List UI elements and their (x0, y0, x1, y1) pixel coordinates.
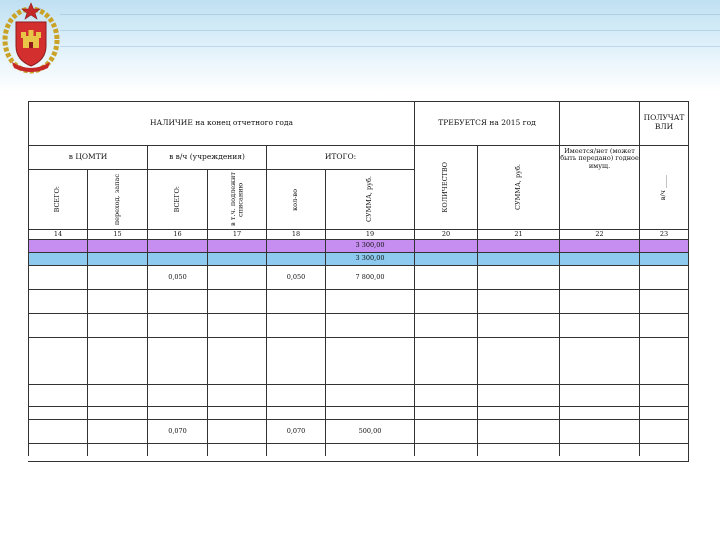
table-bottom-border (28, 461, 689, 462)
table-cell (639, 337, 688, 384)
table-cell (87, 443, 147, 456)
table-cell (414, 337, 477, 384)
column-number: 21 (477, 229, 559, 239)
table-cell (266, 384, 325, 406)
table-cell (28, 265, 87, 289)
table-cell (325, 384, 414, 406)
header-itogo: ИТОГО: (266, 145, 414, 169)
table-cell (87, 265, 147, 289)
table-cell: 500,00 (325, 419, 414, 443)
coat-of-arms-icon (2, 2, 60, 74)
table-cell: 0,070 (266, 419, 325, 443)
table-cell: 3 300,00 (325, 252, 414, 265)
table-cell (414, 239, 477, 252)
table-cell (207, 443, 266, 456)
header-v-vch: в в/ч (учреждения) (147, 145, 266, 169)
table-cell (559, 406, 639, 419)
table-cell (87, 406, 147, 419)
band-divider (60, 46, 720, 47)
table-cell (147, 406, 207, 419)
table-cell (87, 289, 147, 313)
table-cell (87, 337, 147, 384)
table-cell (639, 384, 688, 406)
table-cell (28, 313, 87, 337)
table-cell (147, 443, 207, 456)
table-cell (266, 406, 325, 419)
table-cell (477, 384, 559, 406)
table-cell (414, 419, 477, 443)
table-cell (147, 337, 207, 384)
table-cell (147, 313, 207, 337)
header-vsego-1: ВСЕГО: (28, 169, 87, 229)
table-cell (147, 239, 207, 252)
table-cell (477, 252, 559, 265)
table-cell (266, 252, 325, 265)
table-cell (207, 337, 266, 384)
table-cell (266, 239, 325, 252)
table-cell (87, 239, 147, 252)
table-cell (414, 443, 477, 456)
column-number: 19 (325, 229, 414, 239)
header-nalichie: НАЛИЧИЕ на конец отчетного года (28, 101, 414, 145)
table-cell (207, 313, 266, 337)
table-cell (28, 289, 87, 313)
table-cell (477, 406, 559, 419)
table-cell (266, 313, 325, 337)
table-cell (207, 289, 266, 313)
header-kolichestvo: КОЛИЧЕСТВО (414, 145, 477, 229)
table-cell (414, 265, 477, 289)
table-cell (559, 384, 639, 406)
table-cell (207, 239, 266, 252)
table-cell (87, 384, 147, 406)
table-cell (28, 239, 87, 252)
table-cell (325, 337, 414, 384)
table-cell (477, 239, 559, 252)
table-cell (639, 313, 688, 337)
header-trebuetsya: ТРЕБУЕТСЯ на 2015 год (414, 101, 559, 145)
table-cell (477, 313, 559, 337)
table-cell (207, 252, 266, 265)
column-number: 17 (207, 229, 266, 239)
table-cell (559, 443, 639, 456)
table-cell (477, 443, 559, 456)
column-number: 18 (266, 229, 325, 239)
column-number: 20 (414, 229, 477, 239)
table-cell: 3 300,00 (325, 239, 414, 252)
table-cell (639, 406, 688, 419)
table-cell (147, 384, 207, 406)
table-cell (325, 289, 414, 313)
table-cell (477, 289, 559, 313)
header-perekhod-zapas: переход. запас (87, 169, 147, 229)
table-cell (207, 384, 266, 406)
table-cell (559, 419, 639, 443)
header-vsego-2: ВСЕГО: (147, 169, 207, 229)
table-cell (477, 337, 559, 384)
table-cell (639, 289, 688, 313)
table-cell (414, 406, 477, 419)
table-cell (28, 443, 87, 456)
table-cell (28, 252, 87, 265)
table-cell (639, 252, 688, 265)
table-cell (414, 289, 477, 313)
column-number: 23 (639, 229, 688, 239)
table-cell (266, 289, 325, 313)
column-number: 22 (559, 229, 639, 239)
band-divider (60, 14, 720, 15)
band-divider (60, 30, 720, 31)
header-v-tsomti: в ЦОМТИ (28, 145, 147, 169)
header-v-tch-podlezhit: в т.ч. подлежит списанию (207, 169, 266, 229)
column-number: 15 (87, 229, 147, 239)
table-cell: 0,050 (147, 265, 207, 289)
table-cell (559, 289, 639, 313)
table-cell: 0,050 (266, 265, 325, 289)
column-number: 16 (147, 229, 207, 239)
table-cell (559, 313, 639, 337)
table-cell (266, 443, 325, 456)
table-cell (207, 406, 266, 419)
table-cell: 7 800,00 (325, 265, 414, 289)
table-cell (325, 443, 414, 456)
inventory-table (28, 101, 688, 461)
table-cell (147, 289, 207, 313)
header-poluchat-col: в/ч ____ (639, 145, 688, 229)
table-cell (207, 419, 266, 443)
table-cell (414, 252, 477, 265)
table-cell (325, 313, 414, 337)
table-cell (639, 239, 688, 252)
header-poluchat: ПОЛУЧАТ ВЛИ (639, 101, 688, 145)
table-cell (325, 406, 414, 419)
table-cell (87, 313, 147, 337)
header-kol-vo: кол-во (266, 169, 325, 229)
table-cell (28, 337, 87, 384)
table-cell (207, 265, 266, 289)
table-cell (559, 252, 639, 265)
table-cell (28, 384, 87, 406)
table-cell: 0,070 (147, 419, 207, 443)
table-cell (477, 419, 559, 443)
table-cell (28, 406, 87, 419)
table-cell (559, 265, 639, 289)
table-cell (639, 265, 688, 289)
header-summa-2: СУММА, руб. (477, 145, 559, 229)
table-cell (559, 337, 639, 384)
table-cell (639, 443, 688, 456)
table-cell (559, 239, 639, 252)
table-cell (414, 384, 477, 406)
table-cell (28, 419, 87, 443)
table-cell (639, 419, 688, 443)
table-cell (414, 313, 477, 337)
table-cell (477, 265, 559, 289)
table-cell (266, 337, 325, 384)
column-number: 14 (28, 229, 87, 239)
table-cell (87, 419, 147, 443)
table-cell (87, 252, 147, 265)
header-blank (559, 101, 639, 145)
table-right-border (688, 101, 689, 461)
table-cell (147, 252, 207, 265)
header-note: Имеется/нет (может быть передано) годное имущ. (559, 145, 639, 229)
header-summa-rub: СУММА, руб. (325, 169, 414, 229)
